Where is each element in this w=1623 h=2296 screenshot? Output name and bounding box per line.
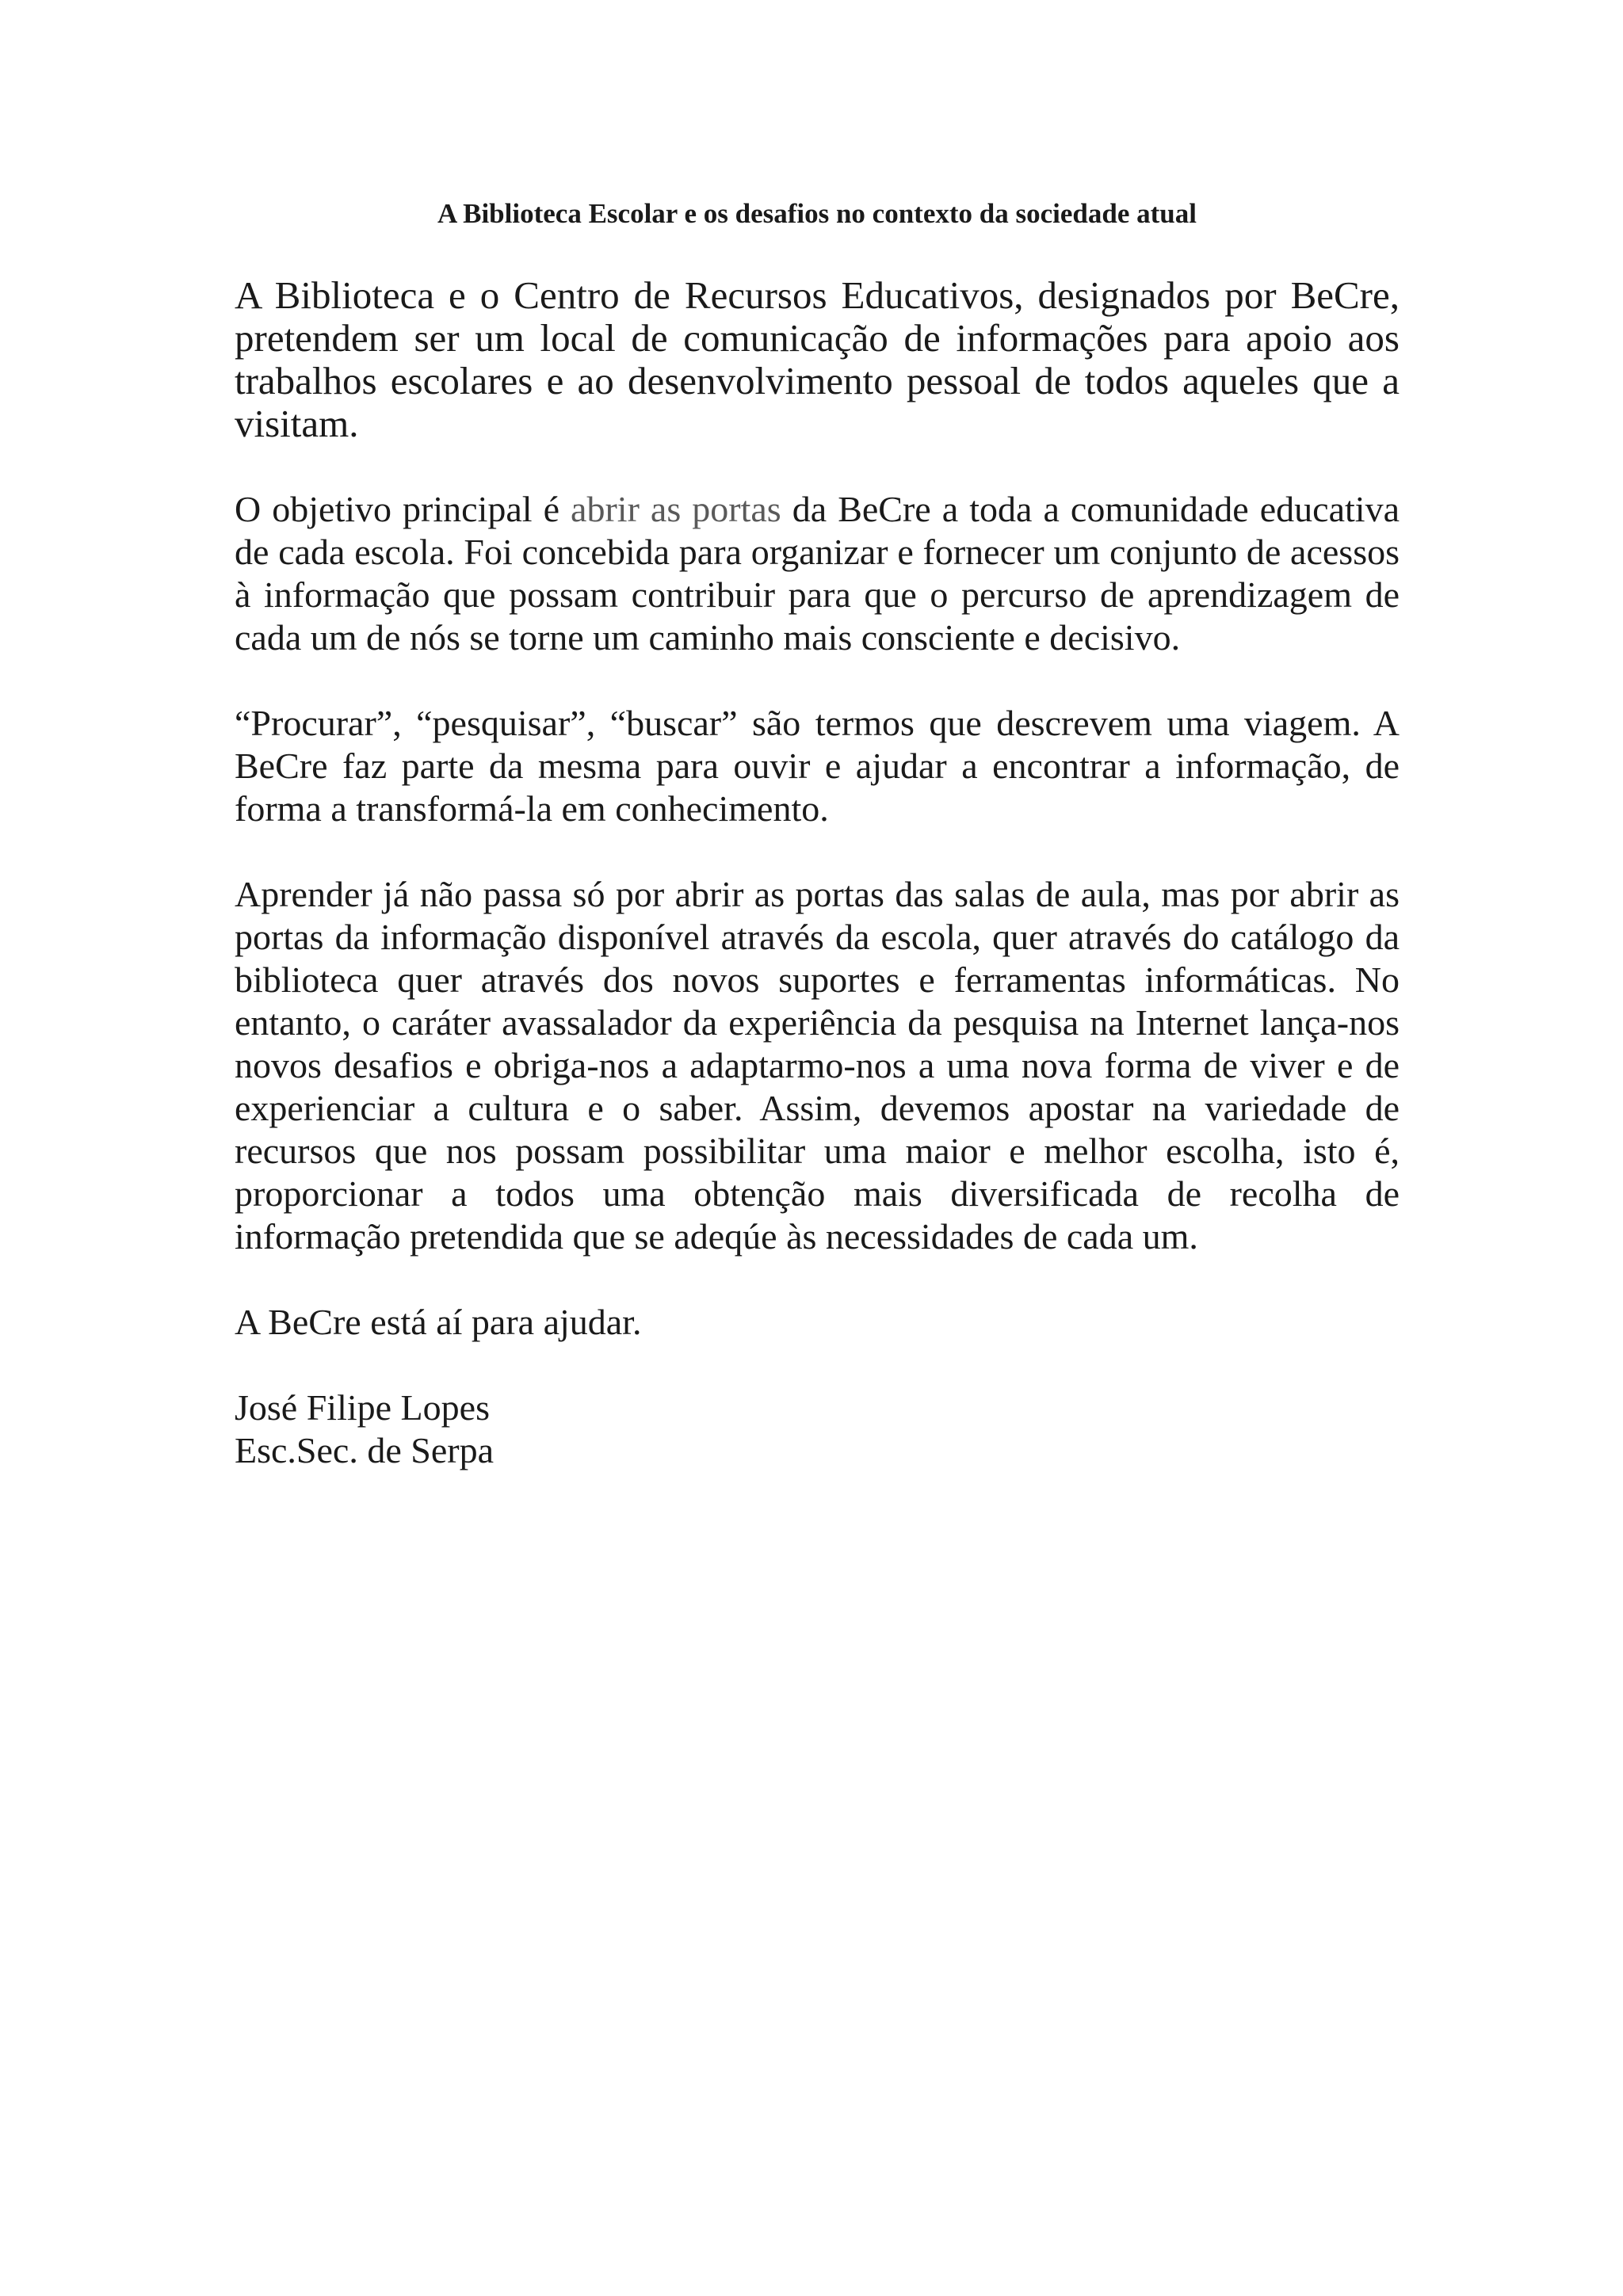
- paragraph-objective-end: da BeCre a toda a comunidade educativa de cada escola. Foi concebida para organizar e fornecer um conjunto de acessos à informação que possam contribuir para que o percurso de aprendizagem de cada um de nós se torne um caminho mais consciente e decisivo.: [235, 489, 1400, 658]
- paragraph-objective: [235, 488, 1400, 659]
- author-school: Esc.Sec. de Serpa: [235, 1430, 494, 1470]
- paragraph-learning: Aprender já não passa só por abrir as portas das salas de aula, mas por abrir as portas da informação disponível através da escola, quer através do catálogo da biblioteca quer através dos novos suportes e ferramentas informáticas. No entanto, o caráter avassalador da experiência da pesquisa na Internet lança-nos novos desafios e obriga-nos a adaptarmo-nos a uma nova forma de viver e de experienciar a cultura e o saber. Assim, devemos apostar na variedade de recursos que nos possam possibilitar uma maior e melhor escolha, isto é, proporcionar a todos uma obtenção mais diversificada de recolha de informação pretendida que se adeqúe às necessidades de cada um.: [235, 874, 1400, 1257]
- author-name: José Filipe Lopes: [235, 1387, 490, 1428]
- paragraph-intro: A Biblioteca e o Centro de Recursos Educativos, designados por BeCre, pretendem ser um local de comunicação de informações para apoio aos trabalhos escolares e ao desenvolvimento pessoal de todos aqueles que a visitam.: [235, 273, 1400, 445]
- signature-block: [235, 1386, 1400, 1472]
- paragraph-closing: A BeCre está aí para ajudar.: [235, 1302, 642, 1342]
- paragraph-objective-start: O objetivo principal é: [235, 489, 571, 529]
- document-title: A Biblioteca Escolar e os desafios no contexto da sociedade atual: [437, 198, 1197, 229]
- highlighted-phrase: abrir as portas: [571, 489, 781, 529]
- paragraph-search: “Procurar”, “pesquisar”, “buscar” são termos que descrevem uma viagem. A BeCre faz parte da mesma para ouvir e ajudar a encontrar a informação, de forma a transformá-la em conhecimento.: [235, 703, 1400, 829]
- document-body: [235, 274, 1400, 1472]
